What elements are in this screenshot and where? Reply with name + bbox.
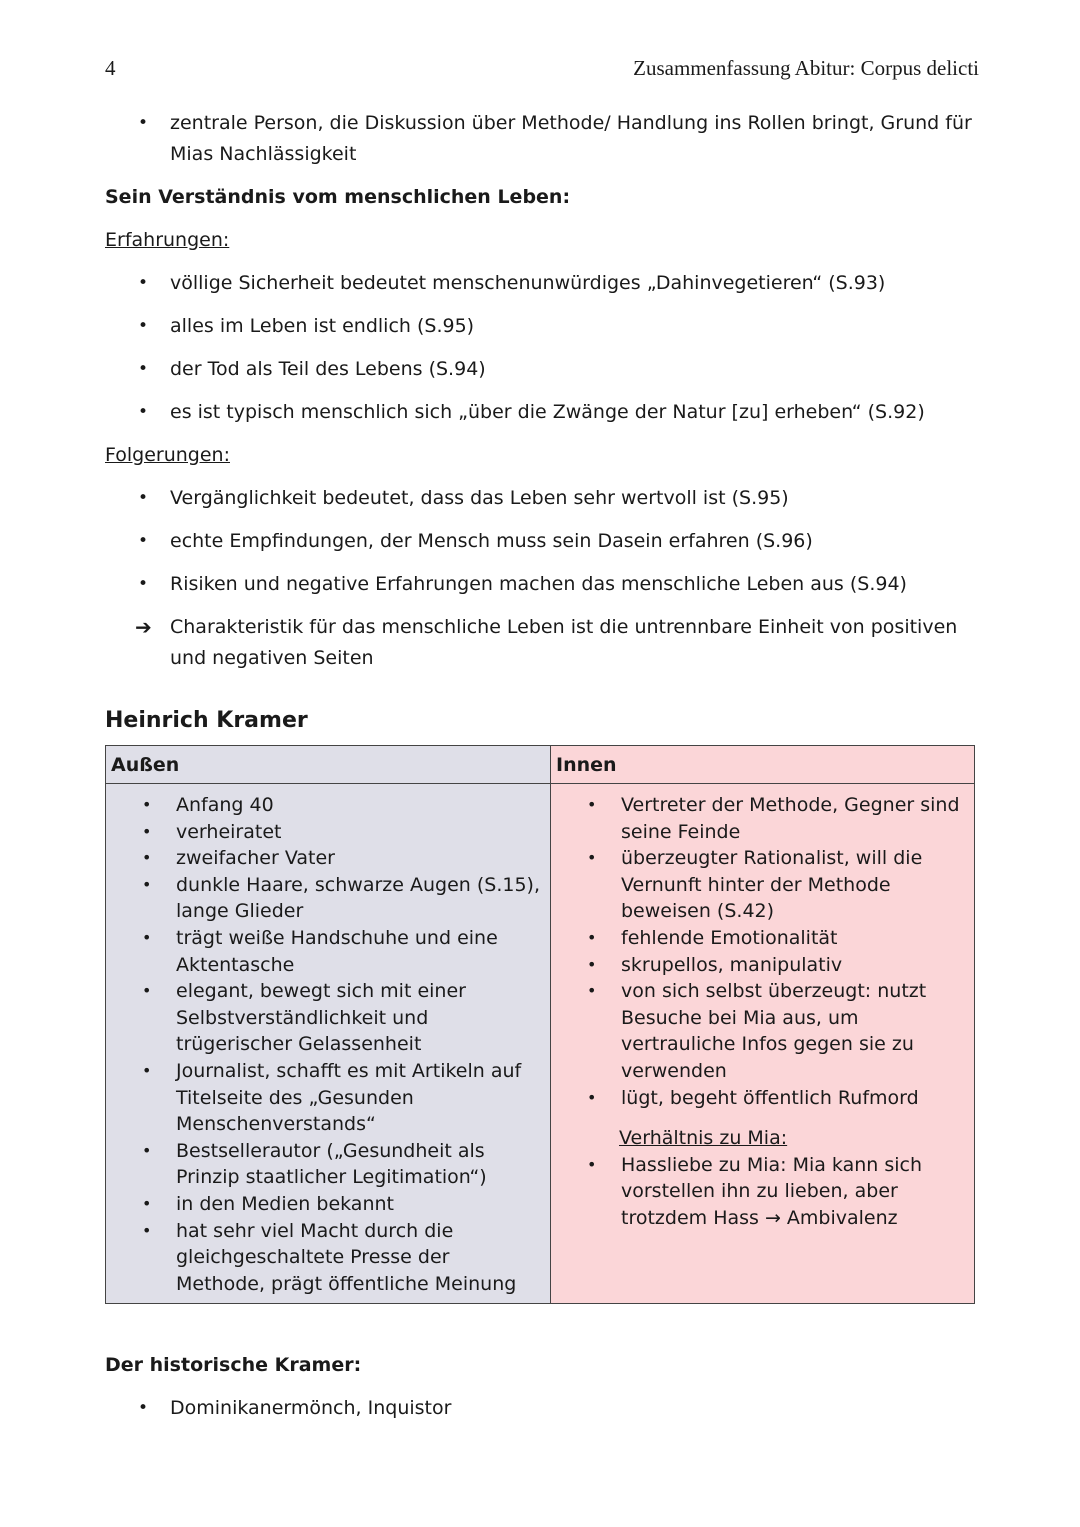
page-number: 4 — [105, 56, 116, 80]
historic-section — [105, 1350, 975, 1424]
experiences-list — [105, 268, 975, 428]
kramer-table — [105, 745, 975, 1304]
list-item: • Journalist, schafft es mit Artikeln auf Titelseite des „Gesunden Menschenverstands“ — [106, 1058, 544, 1138]
conclusion-summary: ➔ Charakteristik für das menschliche Leben ist die untrennbare Einheit von positiven und negativen Seiten — [105, 612, 975, 674]
list-item: • zweifacher Vater — [106, 845, 544, 872]
table-row — [106, 784, 975, 1304]
list-item: • zentrale Person, die Diskussion über Methode/ Handlung ins Rollen bringt, Grund für Mias Nachlässigkeit — [105, 108, 975, 170]
outer-list — [106, 792, 544, 1297]
list-item: • skrupellos, manipulativ — [551, 952, 968, 979]
historic-list — [105, 1393, 975, 1424]
inner-cell — [551, 784, 975, 1304]
table-header-row — [106, 746, 975, 784]
list-item: • völlige Sicherheit bedeutet menschenunwürdiges „Dahinvegetieren“ (S.93) — [105, 268, 975, 299]
list-item: • der Tod als Teil des Lebens (S.94) — [105, 354, 975, 385]
list-item: • in den Medien bekannt — [106, 1191, 544, 1218]
document-body — [105, 108, 975, 1436]
conclusions-label: Folgerungen: — [105, 444, 230, 466]
outer-cell — [106, 784, 551, 1304]
list-item: • Bestsellerautor („Gesundheit als Prinzip staatlicher Legitimation“) — [106, 1138, 544, 1191]
list-item: • es ist typisch menschlich sich „über die Zwänge der Natur [zu] erheben“ (S.92) — [105, 397, 975, 428]
list-item: • hat sehr viel Macht durch die gleichgeschaltete Presse der Methode, prägt öffentliche Meinung — [106, 1218, 544, 1298]
list-item: • Risiken und negative Erfahrungen machen das menschliche Leben aus (S.94) — [105, 569, 975, 600]
intro-list — [105, 108, 975, 170]
column-header-outer: Außen — [106, 746, 551, 784]
list-item: • alles im Leben ist endlich (S.95) — [105, 311, 975, 342]
list-item: • überzeugter Rationalist, will die Vernunft hinter der Methode beweisen (S.42) — [551, 845, 968, 925]
list-item: • fehlende Emotionalität — [551, 925, 968, 952]
experiences-label: Erfahrungen: — [105, 229, 230, 251]
relationship-label: Verhältnis zu Mia: — [619, 1127, 788, 1150]
understanding-heading: Sein Verständnis vom menschlichen Leben: — [105, 186, 571, 208]
list-item: • von sich selbst überzeugt: nutzt Besuche bei Mia aus, um vertrauliche Infos gegen sie zu verwenden — [551, 978, 968, 1084]
column-header-inner: Innen — [551, 746, 975, 784]
relationship-list — [551, 1152, 968, 1232]
list-item: • Vergänglichkeit bedeutet, dass das Leben sehr wertvoll ist (S.95) — [105, 483, 975, 514]
list-item: • Vertreter der Methode, Gegner sind seine Feinde — [551, 792, 968, 845]
list-item: • dunkle Haare, schwarze Augen (S.15), lange Glieder — [106, 872, 544, 925]
list-item: • Dominikanermönch, Inquistor — [105, 1393, 975, 1424]
list-item: • lügt, begeht öffentlich Rufmord — [551, 1085, 968, 1112]
list-item: • elegant, bewegt sich mit einer Selbstverständlichkeit und trügerischer Gelassenheit — [106, 978, 544, 1058]
list-item: • Hassliebe zu Mia: Mia kann sich vorstellen ihn zu lieben, aber trotzdem Hass → Ambivalenz — [551, 1152, 968, 1232]
inner-list — [551, 792, 968, 1111]
kramer-title: Heinrich Kramer — [105, 708, 308, 733]
list-item: • trägt weiße Handschuhe und eine Aktentasche — [106, 925, 544, 978]
list-item: • verheiratet — [106, 819, 544, 846]
list-item: • echte Empfindungen, der Mensch muss sein Dasein erfahren (S.96) — [105, 526, 975, 557]
historic-heading: Der historische Kramer: — [105, 1354, 362, 1377]
list-item: • Anfang 40 — [106, 792, 544, 819]
conclusions-list — [105, 483, 975, 674]
running-title: Zusammenfassung Abitur: Corpus delicti — [633, 56, 979, 80]
